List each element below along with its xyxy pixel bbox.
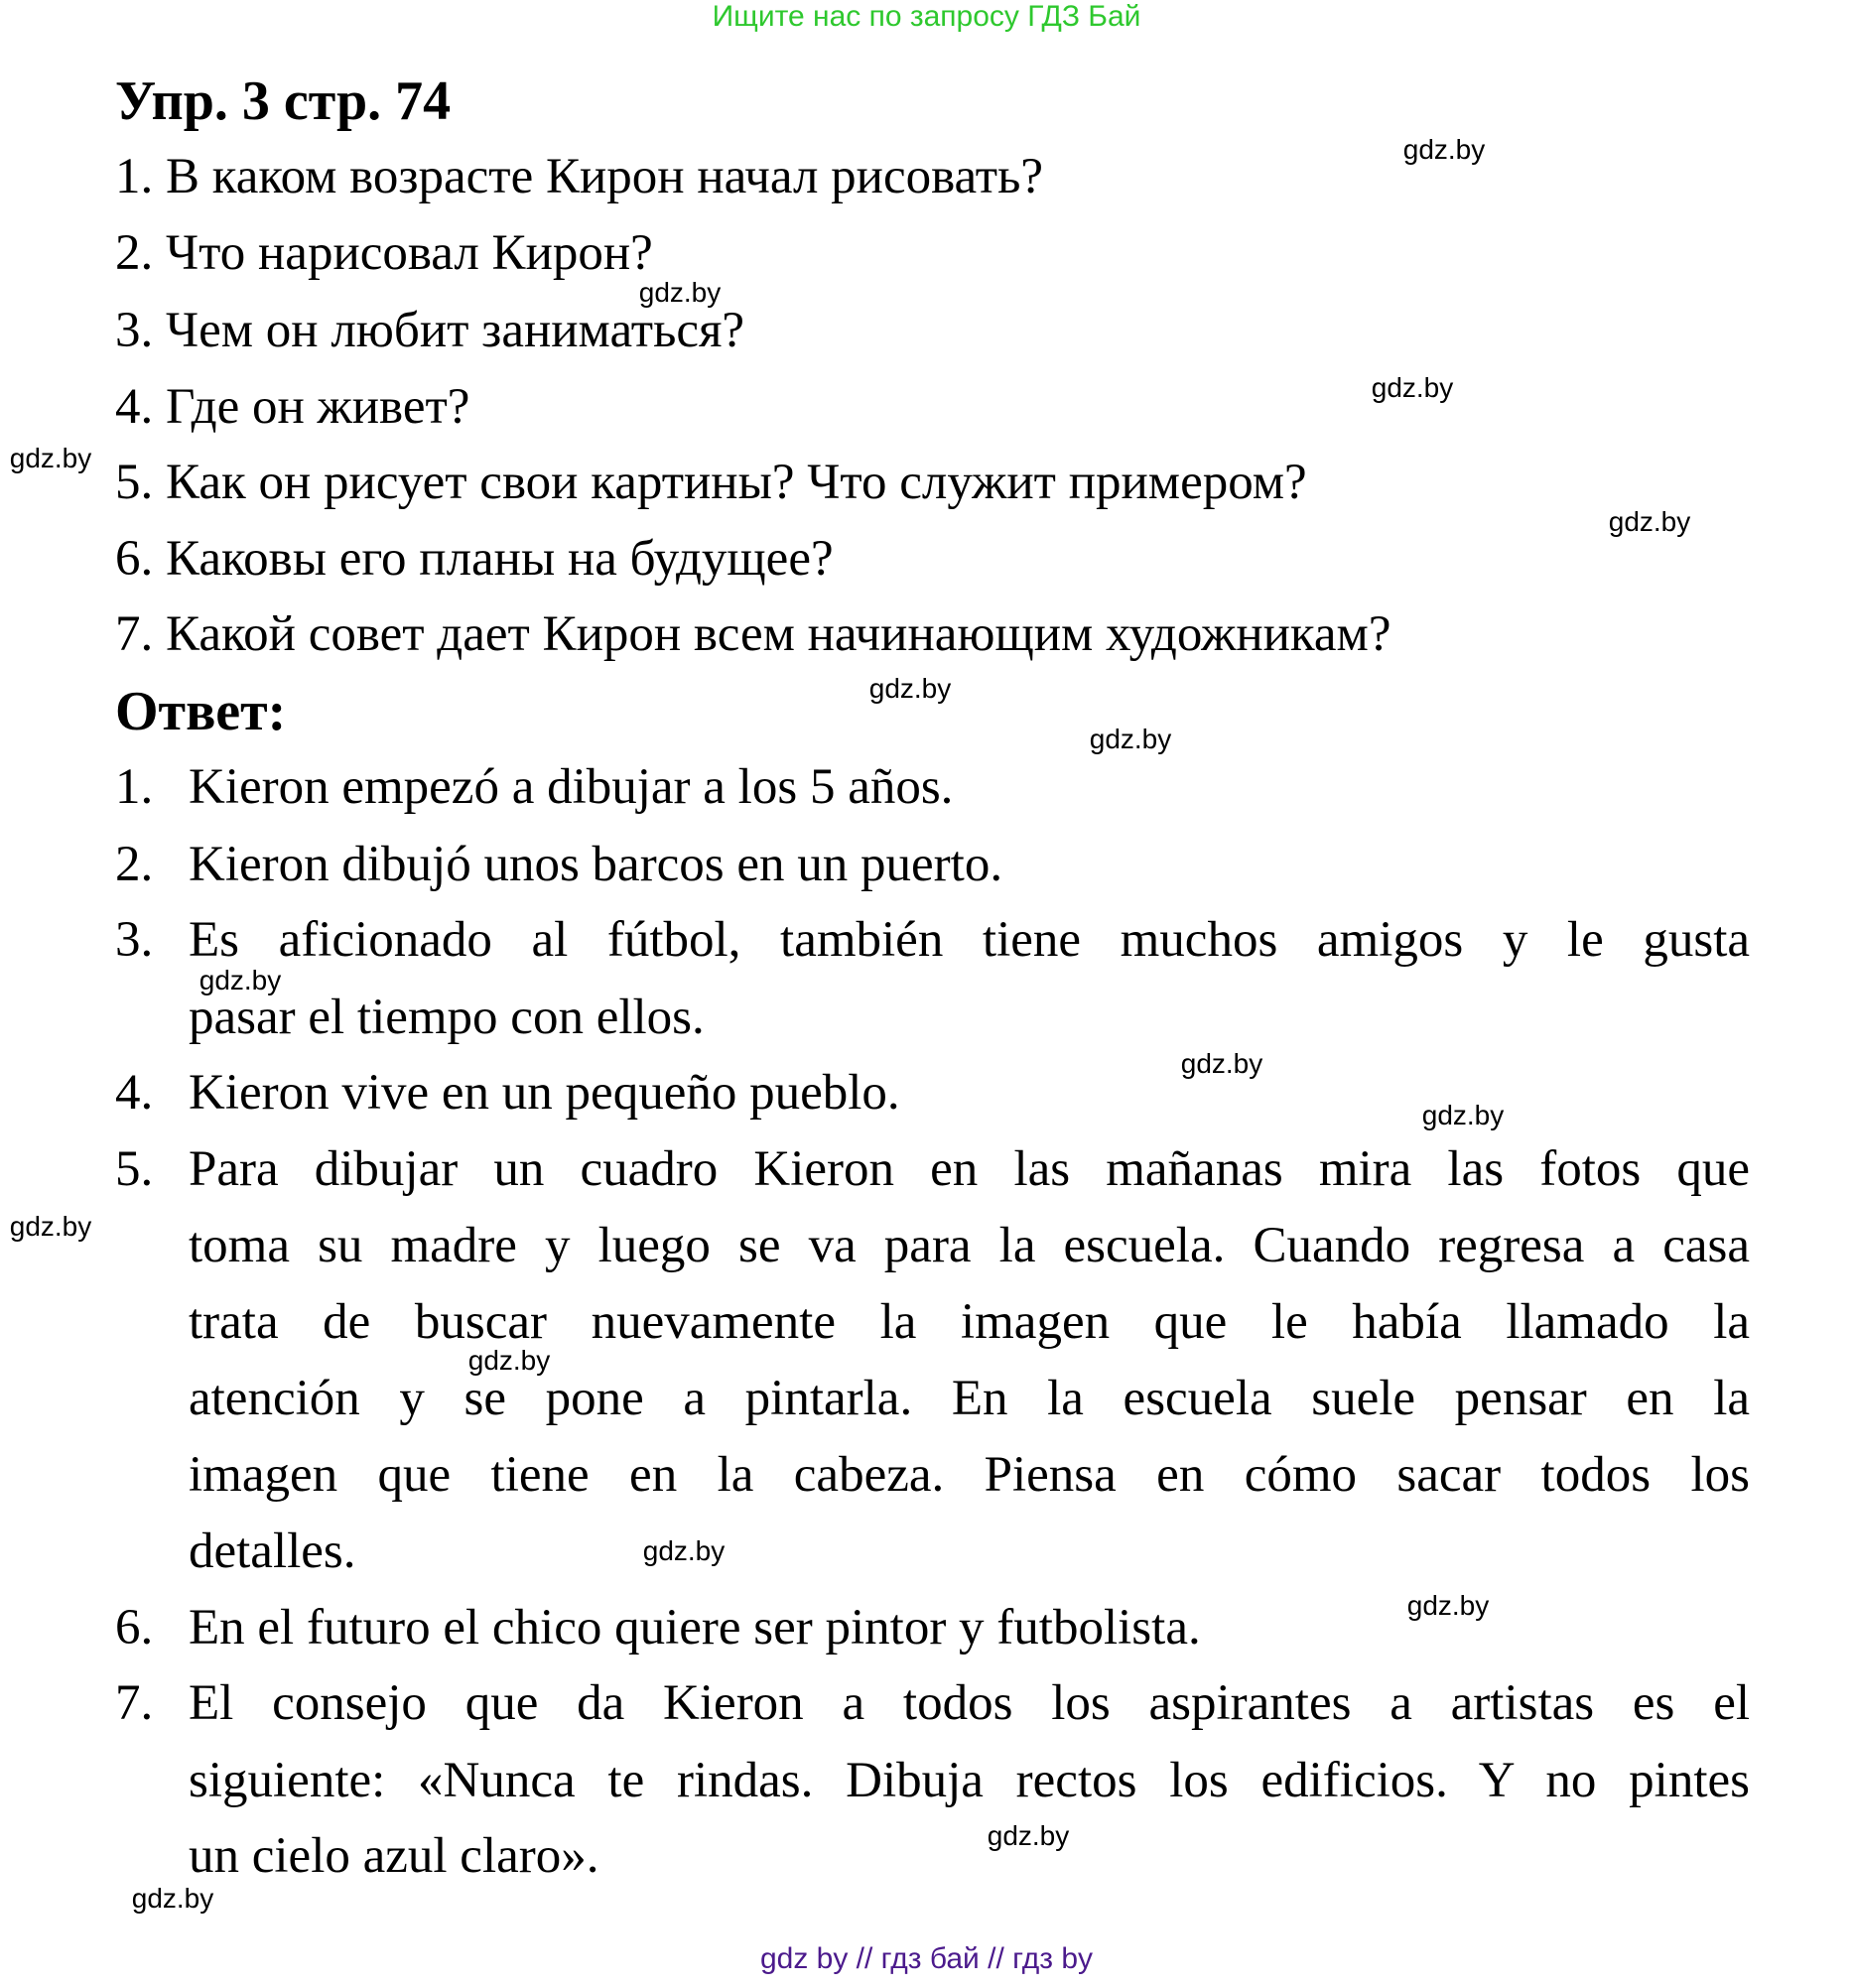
answer-heading: Ответ: [115,681,287,742]
question-item: 4. Где он живет? [115,379,470,435]
search-hint-header: Ищите нас по запросу ГДЗ Бай [712,0,1141,33]
answer-line: siguiente: «Nunca te rindas. Dibuja rectos los edificios. Y no pintes [189,1753,1750,1808]
watermark: gdz.by [868,673,952,704]
watermark: gdz.by [9,443,92,473]
watermark: gdz.by [638,277,722,308]
question-item: 1. В каком возрасте Кирон начал рисовать? [115,149,1043,204]
footer-watermark: gdz by // гдз бай // гдз by [759,1942,1094,1975]
answer-number: 1. [115,759,154,815]
answer-line: El consejo que da Kieron a todos los aspirantes a artistas es el [189,1675,1750,1731]
page-title: Упр. 3 стр. 74 [115,70,452,132]
answer-number: 2. [115,837,154,892]
watermark: gdz.by [1089,724,1172,754]
watermark: gdz.by [1180,1048,1263,1079]
answer-line: imagen que tiene en la cabeza. Piensa en cómo sacar todos los [189,1447,1750,1503]
answer-number: 4. [115,1065,154,1121]
answer-line: Kieron dibujó unos barcos en un puerto. [189,837,1003,892]
answer-line: trata de buscar nuevamente la imagen que le había llamado la [189,1294,1750,1350]
answer-line: En el futuro el chico quiere ser pintor y futbolista. [189,1600,1201,1656]
watermark: gdz.by [1402,134,1486,165]
question-item: 3. Чем он любит заниматься? [115,303,745,358]
answer-line: Kieron vive en un pequeño pueblo. [189,1065,900,1121]
answer-line: toma su madre y luego se va para la escuela. Cuando regresa a casa [189,1218,1750,1273]
answer-number: 7. [115,1675,154,1731]
watermark: gdz.by [1421,1100,1505,1130]
answer-number: 3. [115,912,154,968]
watermark: gdz.by [467,1345,551,1376]
watermark: gdz.by [199,965,282,995]
watermark: gdz.by [1608,506,1691,537]
answer-number: 6. [115,1600,154,1656]
question-item: 7. Какой совет дает Кирон всем начинающим художникам? [115,606,1391,662]
question-item: 5. Как он рисует свои картины? Что служит примером? [115,455,1307,510]
answer-line: Para dibujar un cuadro Kieron en las mañanas mira las fotos que [189,1141,1750,1197]
answer-number: 5. [115,1141,154,1197]
watermark: gdz.by [642,1535,726,1566]
answer-line: atención y se pone a pintarla. En la escuela suele pensar en la [189,1371,1750,1426]
answer-line: detalles. [189,1524,356,1579]
question-item: 2. Что нарисовал Кирон? [115,225,653,281]
watermark: gdz.by [9,1211,92,1242]
answer-line: Es aficionado al fútbol, también tiene muchos amigos y le gusta [189,912,1750,968]
watermark: gdz.by [1371,372,1454,403]
watermark: gdz.by [987,1820,1070,1851]
question-item: 6. Каковы его планы на будущее? [115,531,834,587]
answer-line: un cielo azul claro». [189,1828,599,1884]
watermark: gdz.by [1406,1590,1490,1621]
answer-line: pasar el tiempo con ellos. [189,990,705,1045]
answer-line: Kieron empezó a dibujar a los 5 años. [189,759,954,815]
watermark: gdz.by [131,1883,214,1914]
